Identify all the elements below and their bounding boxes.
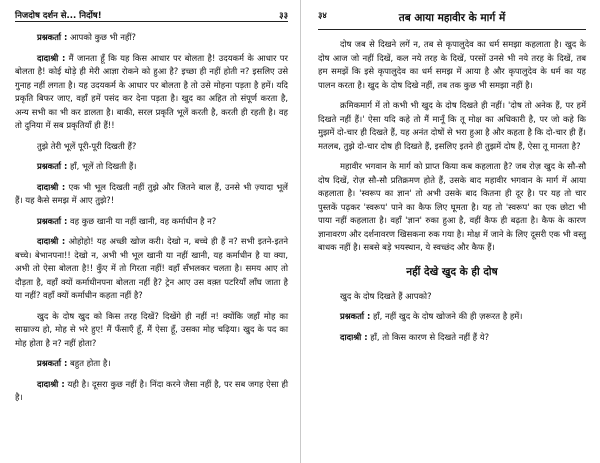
body-paragraph: क्रमिकमार्ग में तो कभी भी खुद के दोष दिखते ही नहीं। 'दोष तो अनेक हैं, पर हमें दिखते नहीं हैं।' ऐसा यदि कहे तो मैं मानूँ कि तू मोक्ष का अधिकारी है, पर जो कहे कि मुझमें दो-चार ही दिखते हैं, यह अनंत दोषों से भरा हुआ है और कहता है कि दो-चार ही हैं। मतलब, तुझे दो-चार दोष ही दिखते हैं, इसलिए इतने ही तुझमें दोष हैं, ऐसा तू मानता है? bbox=[318, 100, 586, 151]
right-page bbox=[302, 0, 600, 463]
dialogue-paragraph: खुद के दोष खुद को किस तरह दिखें? दिखेंगे ही नहीं न! क्योंकि जहाँ मोह का साम्राज्य हो, मोह से भरे हुए! मैं फँसाएँ हूँ, मैं ऐसा हूँ, उसका मोह चढ़िया। खुद के पद का मोह होता है न? नहीं होता? bbox=[15, 310, 288, 348]
left-page-header bbox=[15, 4, 288, 22]
body-paragraph: महावीर भगवान के मार्ग को प्राप्त किया कब कहलाता है? जब रोज़ खुद के सौ-सौ दोष दिखें, रोज़ सौ-सौ प्रतिक्रमण होते हैं, उसके बाद महावीर भगवान के मार्ग में आया कहलाता है। 'स्वरूप का ज्ञान' तो अभी उसके बाद कितना ही दूर है। पर यह तो चार पुस्तकें पढ़कर 'स्वरूप' पाने का कैफ लिए घूमता है। यह तो 'स्वरूप' का एक छोटा भी पाया नहीं कहलाता है। वहाँ 'ज्ञान' रुका हुआ है, वहीं कैफ ही बढ़ता है। कैफ के कारण ज्ञानावरण और दर्शनावरण खिसकना रुक गया है। मोक्ष में जाने के लिए दूसरी एक भी वस्तु बाधक नहीं है। सबसे बड़े भयस्थान, ये स्वच्छंद और कैफ हैं। bbox=[318, 161, 586, 252]
running-header-title: निजदोष दर्शन से... निर्दोष! bbox=[15, 11, 102, 21]
page-number: ३४ bbox=[318, 11, 327, 21]
dialogue-paragraph: प्रश्नकर्ता : आपको कुछ भी नहीं? bbox=[37, 32, 136, 42]
dialogue-paragraph: प्रश्नकर्ता : बहुत होता है। bbox=[37, 358, 111, 368]
dialogue-paragraph: दादाश्री : एक भी भूल दिखती नहीं तुझे और जितने बाल हैं, उनसे भी ज़्यादा भूलें हैं। यह कैसे समझ में आए तुझे?! bbox=[15, 181, 288, 205]
dialogue-paragraph: दादाश्री : ओहोहो! यह अच्छी खोज करी। देखो न, बच्चे ही हैं न? सभी इतने-इतने बच्चे। बेभानपना!! देखो न, अभी भी भूल खानी या नहीं खानी, यह कर्माधीन है या क्या, अभी तो ऐसा बोलता है!! कुँए में तो गिरता नहीं! वहाँ सँभलकर चलता है। समय आए तो दौड़ता है, वहाँ क्यों कर्माधीनपना बोलता नहीं है? ट्रेन आए उस वक़्त पटरियाँ लाँघ जाता है या नहीं? वहाँ क्यों कर्माधीन कहता नहीं है? bbox=[15, 236, 288, 300]
dialogue-paragraph: दादाश्री : मैं जानता हूँ कि यह किस आधार पर बोलता है! उदयकर्म के आधार पर बोलता है! कोई थोड़े ही मेरी आज्ञा रोकने को हुआ है? इच्छा ही नहीं होती न? इसलिए उसे गुनाह नहीं लगता है। यह उदयकर्म के आधार पर बोलता है तो उसे मोहना पड़ता है हमें। यदि प्रकृति बिफर जाए, वहाँ हमें पसंद कर देना पड़ता है। खुद का अहित तो संपूर्ण करता है, अन्य सभी का भी कर डालता है। बाकी, सरल प्रकृति भूलें करती है, करती ही रहती है। वह तो दुनिया में सब प्रकृतियाँ ही हैं!! bbox=[15, 52, 288, 130]
header-rule bbox=[318, 29, 586, 30]
body-paragraph: दोष जब से दिखने लगें न, तब से कृपालुदेव का धर्म समझा कहलाता है। खुद के दोष आज जो नहीं दिखें, कल नये तरह के दिखें, परसों उनसे भी नये तरह के दिखें, तब हम समझें कि इसे कृपालुदेव का धर्म समझ में आया है और कृपालुदेव के धर्म का यह पालन करता है। खुद के दोष दिखे नहीं, तब तक कुछ भी समझा नहीं है। bbox=[318, 39, 586, 90]
dialogue-paragraph: दादाश्री : यही है। दूसरा कुछ नहीं है। निंदा करने जैसा नहीं है, पर सब जगह ऐसा ही है। bbox=[15, 378, 288, 402]
dialogue-paragraph: तुझे तेरी भूलें पूरी-पूरी दिखती हैं? bbox=[37, 140, 137, 151]
page-gutter bbox=[300, 0, 301, 463]
dialogue-paragraph: दादाश्री : हाँ, तो किस कारण से दिखते नहीं हैं ये? bbox=[340, 331, 490, 342]
chapter-title: तब आया महावीर के मार्ग में bbox=[398, 12, 506, 24]
dialogue-paragraph: प्रश्नकर्ता : हाँ, भूलें तो दिखती हैं। bbox=[37, 161, 137, 171]
dialogue-paragraph: खुद के दोष दिखते हैं आपको? bbox=[340, 290, 432, 301]
dialogue-paragraph: प्रश्नकर्ता : वह कुछ खानी या नहीं खानी, वह कर्माधीन है न? bbox=[37, 215, 217, 226]
section-heading: नहीं देखे खुद के ही दोष bbox=[406, 265, 498, 278]
dialogue-paragraph: प्रश्नकर्ता : हाँ, नहीं खुद के दोष खोजने की ही ज़रूरत है हमें। bbox=[340, 311, 523, 321]
page-number: ३३ bbox=[279, 11, 288, 21]
